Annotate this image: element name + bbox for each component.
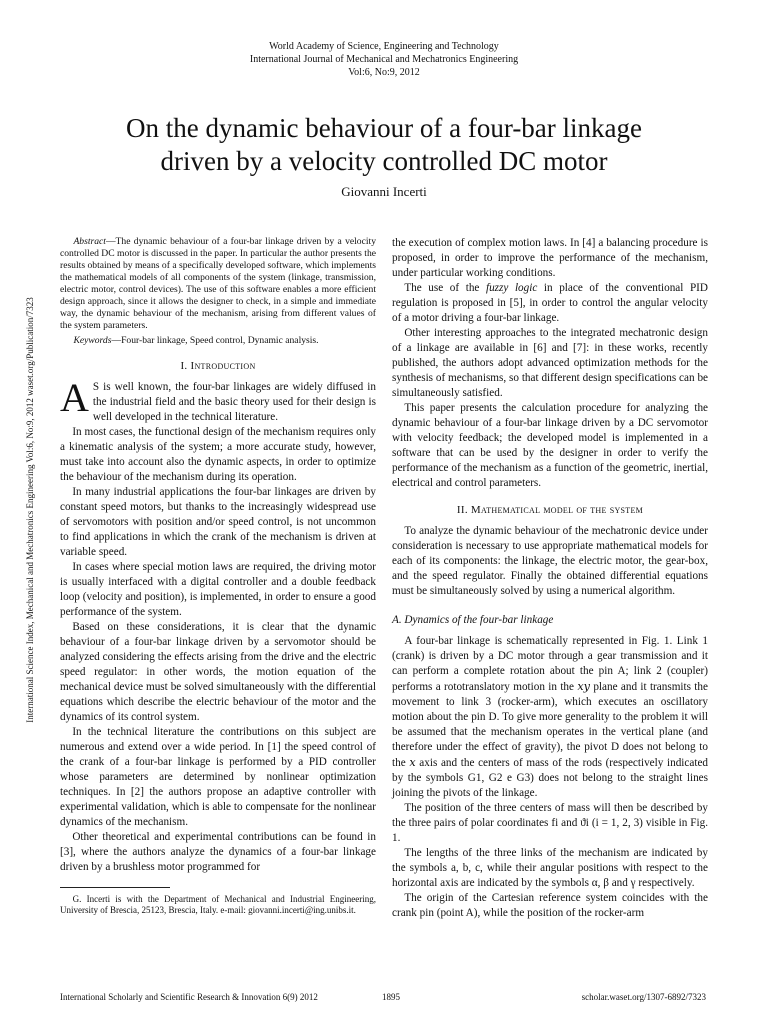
paragraph: the execution of complex motion laws. In [4] a balancing procedure is proposed, in order to improve the performance of the mechanism, under particular working conditions. [392,237,708,279]
footer-publisher: International Scholarly and Scientific Research & Innovation 6(9) 2012 [60,992,318,1002]
subsection-heading: A. Dynamics of the four-bar linkage [392,614,554,626]
math-symbol: x [409,756,416,769]
abstract [60,236,376,347]
paragraph-text: axis and the centers of mass of the rods (respectively indicated by the symbols G [392,757,709,784]
keywords-text: —Four-bar linkage, Speed control, Dynamic analysis. [111,335,319,346]
journal-subtitle: International Journal of Mechanical and Mechatronics Engineering [249,54,519,65]
journal-name: World Academy of Science, Engineering and Technology [269,41,499,52]
paragraph [392,634,708,801]
paragraph-text: The use of the [404,282,486,294]
paragraph: The lengths of the three links of the mechanism are indicated by the symbols a, b, c, while their angular positions with respect to the horizontal axis are indicated by the symbols α, β and γ respectively. [392,847,708,889]
paragraph-text: 1, G2 e G3) does not belong to the straight lines joining the pivots of the linkage. [392,772,708,799]
paragraph [392,281,708,326]
paper-title [60,112,708,178]
drop-cap: A [60,375,89,420]
author-name: Giovanni Incerti [341,184,427,199]
footnote-divider [60,887,170,888]
journal-header [0,40,768,79]
paragraph: In most cases, the functional design of the mechanism requires only a kinematic analysis of the system; a more accurate study, however, must take into account also the dynamic aspects, in order to optimize the behaviour of the mechanism during its operation. [60,426,376,483]
section-numeral: II. [456,504,471,516]
title-line-2: driven by a velocity controlled DC motor [160,146,608,176]
paragraph: The position of the three centers of mass will then be described by the three pairs of polar coordinates fi and ϑi (i = 1, 2, 3) visible in Fig. 1. [392,802,708,844]
journal-volume: Vol:6, No:9, 2012 [348,67,420,78]
footnote-text: G. Incerti is with the Department of Mechanical and Industrial Engineering, University of Brescia, 25123, Brescia, Italy. e-mail: giovanni.incerti@ing.unibs.it. [60,894,376,915]
paragraph: This paper presents the calculation procedure for analyzing the dynamic behaviour of a four-bar linkage driven by a DC servomotor with velocity feedback; the developed model is implemented in a software that can be used by the designer in order to verify the performance of the mechanism as a function of the geometric, inertial, electrical and control parameters. [392,402,708,489]
keywords [60,335,376,347]
paragraph: In the technical literature the contributions on this subject are numerous and extend over a wide period. In [1] the speed control of the crank of a four-bar linkage is performed by a PID controller whose parameters are determined by nonlinear optimization techniques. In [2] the authors propose an adaptive controller with experimental validation, which is able to compensate for the nonlinear dynamics of the mechanism. [60,726,376,828]
footer-url[interactable]: scholar.waset.org/1307-6892/7323 [581,992,706,1002]
paragraph: Other theoretical and experimental contributions can be found in [3], where the authors analyze the dynamics of a four-bar linkage driven by a brushless motor programmed for [60,831,376,873]
paragraph: To analyze the dynamic behaviour of the mechatronic device under consideration is necessary to use appropriate mathematical models for each of its components: the linkage, the electric motor, the gear-box, and the speed regulator. Finally the obtained differential equations must be simultaneously solved by using a numerical algorithm. [392,525,708,597]
paragraph: The origin of the Cartesian reference system coincides with the crank pin (point A), while the position of the rocker-arm [392,892,708,919]
keywords-label: Keywords [73,335,112,346]
math-symbol: xy [577,680,590,693]
page-number: 1895 [382,992,400,1002]
title-line-1: On the dynamic behaviour of a four-bar linkage [125,113,643,143]
paragraph: In many industrial applications the four-bar linkages are driven by constant speed motors, but thanks to the increasingly widespread use of servomotors with position and/or speed control, is not uncommon to find applications in which the crank of the mechanism is driven at variable speed. [60,486,376,558]
paragraph-text: A four-bar linkage is schematically represented in Fig. 1. Link 1 (crank) is driven by a DC motor through a gear transmission and it can perform a complete rotation about the pin A; link 2 (coupler) performs a rototranslatory motion in the [392,635,708,693]
paragraph-text: in place of the conventional PID regulation is proposed in [5], in order to control the angular velocity of a motor driving a four-bar linkage. [392,282,708,324]
section-numeral: I. [180,360,191,372]
section-title: Introduction [190,360,256,372]
paragraph-text: plane and it transmits the movement to link 3 (rocker-arm), which executes an oscillatory motion about the pin D. To give more generality to the problem it will be assumed that the mechanism operates in the vertical plane (and therefore under the effect of gravity), the pivot D does not belong to the [392,681,708,769]
emphasis-text: fuzzy logic [485,282,538,294]
abstract-label: Abstract [73,236,106,247]
paragraph: In cases where special motion laws are required, the driving motor is usually interfaced with a digital controller and a double feedback loop (velocity and position), is implemented, in order to ensure a good performance of the system. [60,561,376,618]
paragraph-text: S is well known, the four-bar linkages are widely diffused in the industrial field and the basic theory used for their design is well developed in the technical literature. [92,381,376,423]
section-heading-introduction [60,359,376,374]
right-column [392,236,708,921]
section-title: Mathematical model of the system [470,504,644,516]
abstract-text: —The dynamic behaviour of a four-bar linkage driven by a velocity controlled DC motor is discussed in the paper. In particular the author presents the results obtained by means of a specifically developed software, which implements the mathematical models of all components of the system (linkage, transmission, electric motor, control devices). The use of this software enables a more efficient design approach, since it allows the designer to check, in a simple and immediate way, the dynamic behaviour of the mechanism, arising from different values of the system parameters. [60,236,376,331]
left-column [60,236,376,916]
paragraph [60,375,376,425]
paragraph: Based on these considerations, it is clear that the dynamic behaviour of a four-bar linkage driven by a servomotor should be analyzed considering the effects arising from the drive and the electric speed regulator: in other words, the motion equation of the mechanical device must be solved simultaneously with the differential equations which describe the electric behaviour of the motor and the dynamics of its control system. [60,621,376,723]
section-heading-model [392,503,708,518]
paragraph: Other interesting approaches to the integrated mechatronic design of a linkage are available in [6] and [7]: in these works, recently published, the authors adopt advanced optimization methods for the synthesis of mechanisms, so that different design specifications can be simultaneously satisfied. [392,327,708,399]
footnote [60,894,376,916]
side-margin-note: International Science Index, Mechanical and Mechatronics Engineering Vol:6, No:9, 2012 waset.org/Publication/7323 [25,297,35,723]
